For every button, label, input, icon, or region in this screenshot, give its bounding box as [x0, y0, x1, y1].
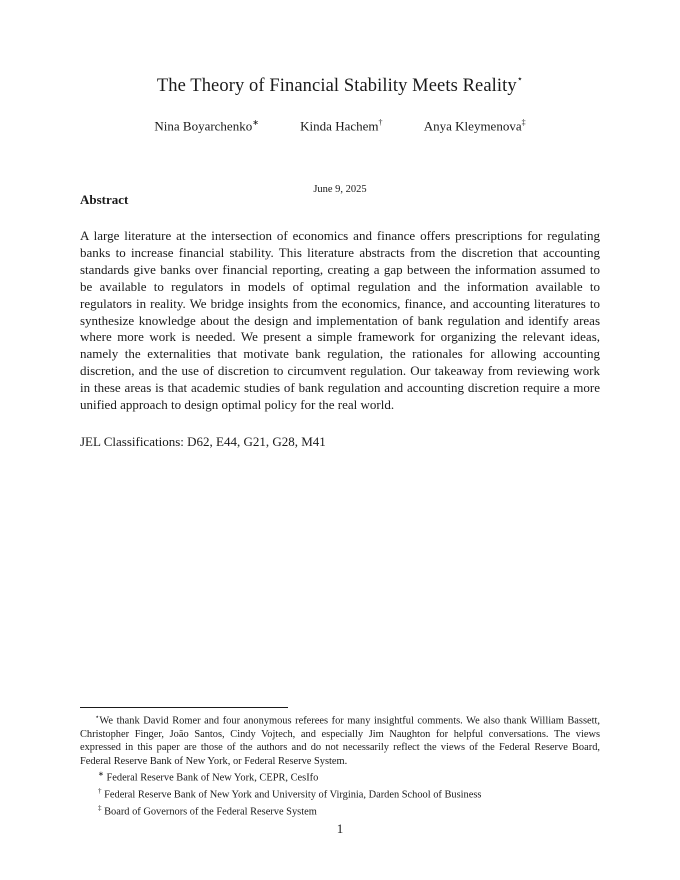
abstract-heading: Abstract: [80, 192, 129, 207]
footnote-thanks: [80, 711, 600, 768]
footnote-mark: ∗: [98, 770, 104, 779]
footnotes: [80, 711, 600, 819]
title-text: The Theory of Financial Stability Meets Reality: [156, 76, 517, 97]
jel-classifications: JEL Classifications: D62, E44, G21, G28, M41: [80, 434, 326, 449]
abstract-body: A large literature at the intersection of economics and finance offers prescriptions for regulating banks to increase financial stability. This literature abstracts from the discretion that accounting standards give banks over financial reporting, creating a gap between the information assumed to be available to regulators in models of optimal regulation and the information available to regulators in reality. We bridge insights from the economics, finance, and accounting literatures to synthesize knowledge about the design and implementation of bank regulation and identify areas where more work is needed. We present a simple framework for organizing the relevant ideas, namely the externalities that motivate bank regulation, the rationales for allowing accounting discretion, and the use of discretion to circumvent regulation. Our takeaway from reviewing work in these areas is that academic studies of bank regulation and accounting discretion require a more unified approach to design optimal policy for the real world.: [80, 228, 600, 413]
title-footnote-mark: ⋆: [516, 74, 524, 85]
author-mark: †: [378, 118, 383, 127]
author-name: Kinda Hachem: [300, 118, 379, 134]
footnote-text: We thank David Romer and four anonymous referees for many insightful comments. We also thank William Bassett, Christopher Finger, João Santos, Cindy Vojtech, and especially Jim Naughton for helpful conversations. The views expressed in this paper are those of the authors and do not necessarily reflect the views of the Federal Reserve Board, Federal Reserve Bank of New York, or Federal Reserve System.: [80, 715, 600, 767]
footnote-mark: ⋆: [95, 713, 100, 721]
author-list: [0, 118, 680, 134]
footnote-text: Federal Reserve Bank of New York and University of Virginia, Darden School of Business: [104, 789, 482, 801]
footnote-mark: ‡: [98, 803, 102, 812]
paper-title: [0, 76, 680, 97]
footnote-text: Federal Reserve Bank of New York, CEPR, CesIfo: [106, 772, 319, 784]
author-1: [154, 118, 259, 134]
author-3: [424, 118, 526, 134]
footnote-affiliation-1: [80, 768, 600, 785]
page-number: 1: [336, 821, 344, 836]
footnote-affiliation-2: [80, 785, 600, 802]
author-mark: ∗: [252, 118, 259, 127]
footnote-divider: [80, 707, 288, 708]
footnote-text: Board of Governors of the Federal Reserve System: [104, 806, 317, 818]
footnote-mark: †: [98, 786, 102, 795]
footnote-affiliation-3: [80, 802, 600, 819]
publication-date: June 9, 2025: [313, 184, 367, 195]
author-2: [300, 118, 382, 134]
author-name: Nina Boyarchenko: [154, 118, 253, 134]
author-name: Anya Kleymenova: [423, 118, 522, 134]
author-mark: ‡: [521, 118, 526, 127]
